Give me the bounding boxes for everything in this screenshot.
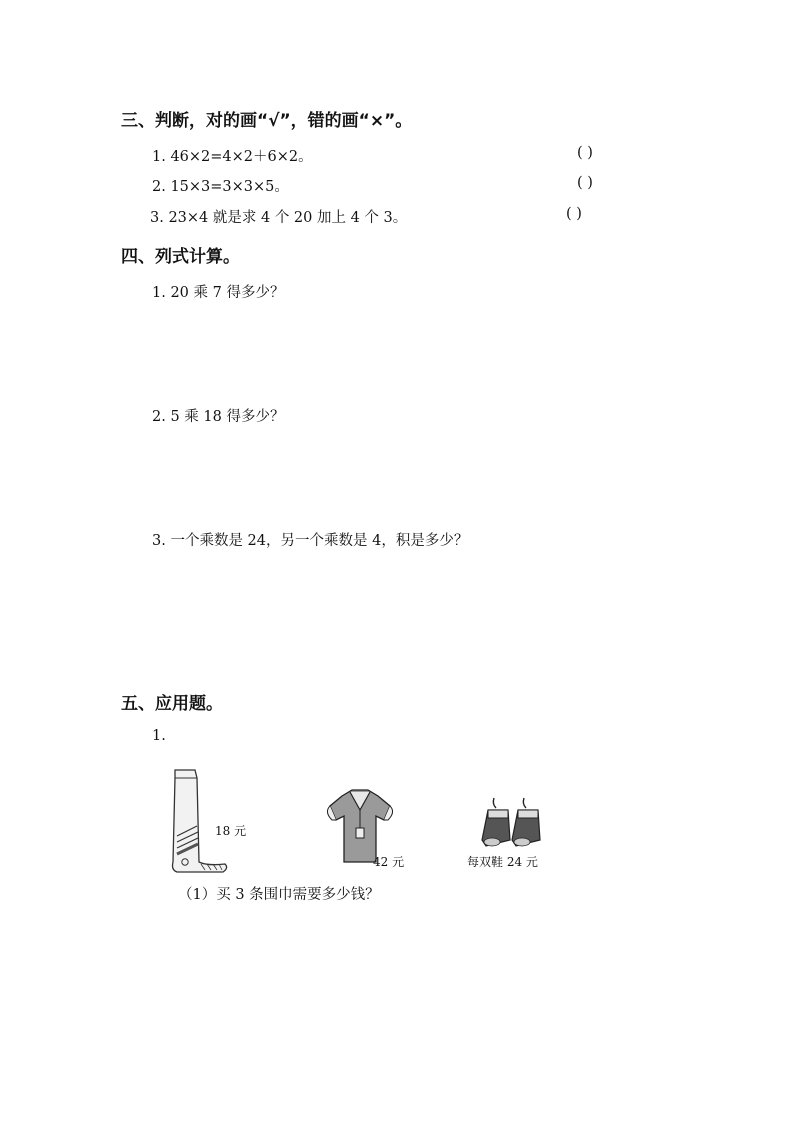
section-heading-judge: 三、判断，对的画“√”，错的画“×”。	[121, 111, 413, 131]
calc-item-1: 1. 20 乘 7 得多少？	[152, 285, 285, 301]
apply-item-number: 1.	[152, 728, 166, 744]
answer-paren-1[interactable]: ( )	[577, 145, 593, 161]
calc-item-3: 3. 一个乘数是 24，另一个乘数是 4，积是多少？	[152, 533, 469, 549]
calc-item-2: 2. 5 乘 18 得多少？	[152, 409, 285, 425]
judge-item-2: 2. 15×3=3×3×5。	[152, 179, 289, 195]
apply-question-1: （1）买 3 条围巾需要多少钱？	[178, 887, 380, 903]
answer-paren-2[interactable]: ( )	[577, 175, 593, 191]
answer-paren-3[interactable]: ( )	[566, 206, 582, 222]
shoes-illustration	[478, 796, 550, 854]
judge-item-3: 3. 23×4 就是求 4 个 20 加上 4 个 3。	[150, 210, 408, 226]
shoes-price-label: 每双鞋 24 元	[467, 855, 538, 869]
judge-item-1: 1. 46×2=4×2＋6×2。	[152, 149, 313, 165]
scarf-illustration	[165, 766, 245, 876]
section-heading-apply: 五、应用题。	[121, 694, 223, 714]
section-heading-calc: 四、列式计算。	[121, 247, 240, 267]
scarf-price-label: 18 元	[215, 824, 247, 838]
shirt-price-label: 42 元	[373, 855, 405, 869]
